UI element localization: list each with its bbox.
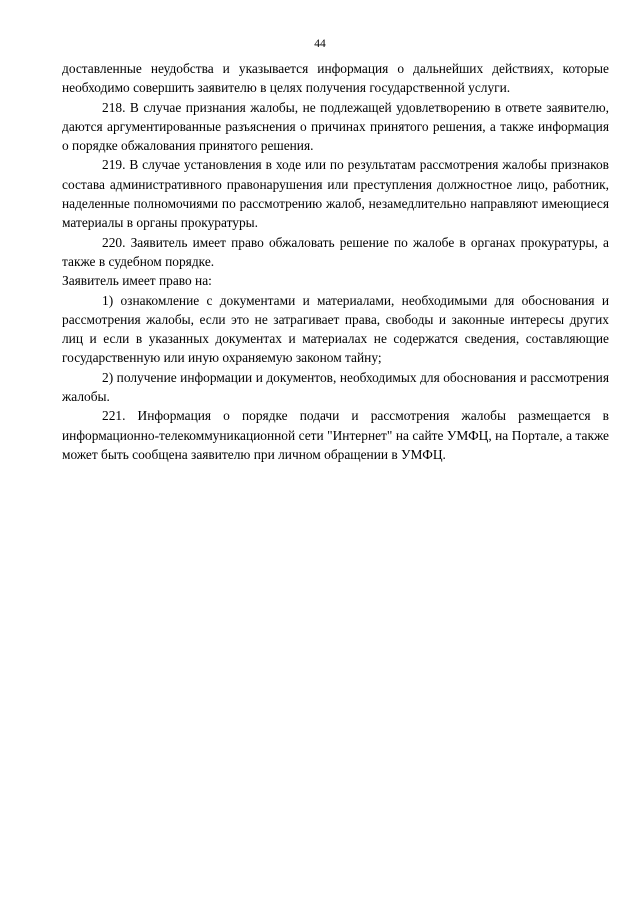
paragraph-218: 218. В случае признания жалобы, не подлежащей удовлетворению в ответе заявителю, даются аргументированные разъяснения о причинах принятого решения, а также информация о порядке обжалования принятого решения. [62, 99, 609, 154]
list-item-2: 2) получение информации и документов, необходимых для обоснования и рассмотрения жалобы. [62, 369, 609, 405]
paragraph-continuation: доставленные неудобства и указывается информация о дальнейших действиях, которые необходимо совершить заявителю в целях получения государственной услуги. [62, 61, 609, 96]
paragraph-219: 219. В случае установления в ходе или по результатам рассмотрения жалобы признаков состава административного правонарушения или преступления должностное лицо, работник, наделенные полномочиями по рассмотрению жалоб, незамедлительно направляют имеющиеся материалы в органы прокуратуры. [62, 157, 609, 231]
page-number: 44 [314, 38, 326, 50]
document-body [62, 59, 609, 464]
paragraph-rights-intro: Заявитель имеет право на: [62, 273, 212, 289]
paragraph-221: 221. Информация о порядке подачи и рассмотрения жалобы размещается в информационно-телекоммуникационной сети "Интернет" на сайте УМФЦ, на Портале, а также может быть сообщена заявителю при личном обращении в УМФЦ. [62, 408, 609, 462]
paragraph-220: 220. Заявитель имеет право обжаловать решение по жалобе в органах прокуратуры, а также в судебном порядке. [62, 234, 609, 269]
list-item-1: 1) ознакомление с документами и материалами, необходимыми для обоснования и рассмотрения жалобы, если это не затрагивает права, свободы и законные интересы других лиц и если в указанных документах и материалах не содержатся сведения, составляющие государственную или иную охраняемую законом тайну; [62, 292, 609, 366]
